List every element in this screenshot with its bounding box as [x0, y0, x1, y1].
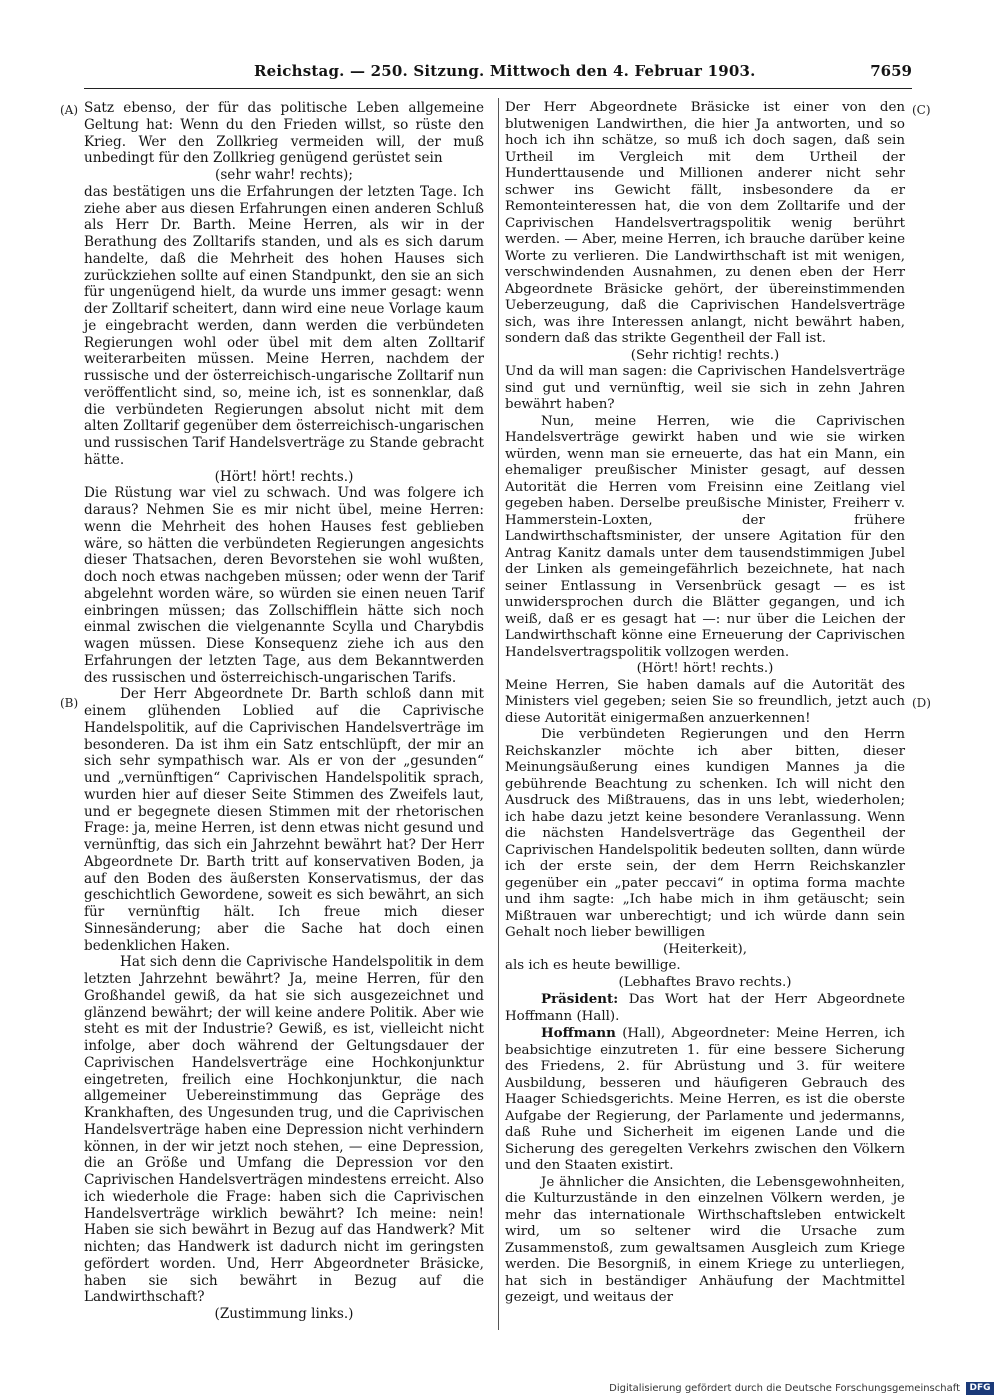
paragraph: Der Herr Abgeordnete Bräsicke ist einer von den blutwenigen Landwirthen, die hier Ja antworten, und so hoch ich ihn schätze, so muß ich doch sagen, daß sein Urtheil im Vergleich mit dem Urtheil der Hunderttausende und Millionen anderer nicht sehr schwer ins Gewicht fällt, insbesondere da er Remonteinteressen hat, die von dem Zolltarife und der Caprivischen Handelsvertragspolitik wenig berührt werden. — Aber, meine Herren, ich brauche darüber keine Worte zu verlieren. Die Landwirthschaft ist mit wenigen, verschwindenden Ausnahmen, zu denen eben der Herr Abgeordnete Bräsicke gehört, der übereinstimmenden Ueberzeugung, daß die Caprivischen Handelsverträge sich, was ihre Interessen anlangt, nicht bewährt haben, sondern daß das strikte Gegentheil der Fall ist. — [505, 100, 906, 346]
dfg-logo: DFG — [966, 1382, 994, 1395]
paragraph: als ich es heute bewillige. — [505, 958, 681, 973]
stage-direction: (Hört! hört! rechts.) — [636, 661, 774, 676]
paragraph — [505, 991, 905, 1025]
paragraph: Je ähnlicher die Ansichten, die Lebensgewohnheiten, die Kulturzustände in den einzelnen Völkern werden, je mehr das internationale Wirthschaftsleben entwickelt wird, um so seltener wird die Ursache zum Zusammenstoß, zum gewaltsamen Ausgleich zum Kriege werden. Die Besorgniß, in einem Kriege zu unterliegen, hat sich in beständiger Anhäufung der Machtmittel gezeigt, und weitaus der — [505, 1174, 905, 1305]
stage-direction: (Zustimmung links.) — [214, 1306, 354, 1322]
stage-direction: (Sehr richtig! rechts.) — [630, 347, 780, 363]
right-column — [505, 100, 905, 1307]
speaker-name: Hoffmann — [541, 1025, 616, 1041]
paragraph: Meine Herren, Sie haben damals auf die Autorität des Ministers viel gegeben; seien Sie so freundlich, jetzt auch diese Autorität einigermaßen anzuerkennen! — [505, 677, 905, 726]
header-rule — [84, 88, 912, 89]
stage-direction: (Hört! hört! rechts.) — [214, 468, 354, 485]
page-header — [84, 62, 912, 84]
margin-mark-a: (A) — [60, 103, 79, 117]
paragraph: das bestätigen uns die Erfahrungen der letzten Tage. Ich ziehe aber aus diesen Erfahrungen einen anderen Schluß als Herr Dr. Barth. Meine Herren, als wir in der Berathung des Zolltarifs standen, und als es sich darum handelte, daß die Mehrheit des hohen Hauses sich zurückziehen sollte auf einen Standpunkt, den sie an sich für ungenügend hielt, da wurde uns immer gesagt: wenn der Zolltarif scheitert, dann wird eine neue Vorlage kaum je eingebracht werden, dann werden die verbündeten Regierungen wohl oder übel mit dem alten Zolltarif weiterarbeiten müssen. Meine Herren, nachdem der russische und der österreichisch-ungarische Zolltarif nun veröffentlicht sind, so, meine ich, ist es sonnenklar, daß die verbündeten Regierungen absolut nicht mit dem alten Zolltarif gegenüber dem österreichisch-ungarischen und russischen Tarif Handelsverträge zu Stande gebracht hätte. — [84, 183, 484, 468]
paragraph: Satz ebenso, der für das politische Leben allgemeine Geltung hat: Wenn du den Frieden willst, so rüste den Krieg. Wer den Zollkrieg vermeiden will, der muß unbedingt für den Zollkrieg genügend gerüstet sein — [84, 100, 484, 167]
footer-credit: Digitalisierung gefördert durch die Deutsche Forschungsgemeinschaft — [609, 1383, 960, 1394]
speech-text: Das Wort hat der Herr Abgeordnete Hoffmann (Hall). — [505, 992, 905, 1024]
left-column — [84, 100, 484, 1323]
paragraph: Der Herr Abgeordnete Dr. Barth schloß dann mit einem glühenden Loblied auf die Caprivische Handelspolitik, auf die Caprivischen Handelsverträge im besonderen. Da ist ihm ein Satz entschlüpft, der mir an sich sehr sympathisch war. Als er von der „gesunden“ und „vernünftigen“ Caprivischen Handelspolitik sprach, wurden hier auf dieser Seite Stimmen des Zweifels laut, und er begegnete diesen Stimmen mit der rhetorischen Frage: ja, meine Herren, ist denn etwas nicht gesund und vernünftig, das sich ein Jahrzehnt bewährt hat? Der Herr Abgeordnete Dr. Barth tritt auf konservativen Boden, ja auf den Boden des äußersten Konservatismus, der das geschichtlich Gewordene, soweit es sich bewährt, an sich für vernünftig hält. Ich freue mich dieser Sinnesänderung; aber die Sache hat doch einen bedenklichen Haken. — [84, 686, 484, 954]
paragraph: Die verbündeten Regierungen und den Herrn Reichskanzler möchte ich aber bitten, dieser Meinungsäußerung eines kundigen Mannes ja die gebührende Beachtung zu schenken. Ich will nicht den Ausdruck des Mißtrauens, das in uns lebt, wiederholen; ich habe dazu jetzt keine besondere Veranlassung. Wenn die nächsten Handelsverträge das Gegentheil der Caprivischen Handelspolitik bedeuten sollten, dann würde ich der erste sein, der dem Herrn Reichskanzler gegenüber ein „pater peccavi“ in optima forma machte und ihm sagte: „Ich habe mich in ihm getäuscht; sein Mißtrauen war unberechtigt; und ich würde dann sein Gehalt noch lieber bewilligen — [505, 727, 905, 940]
margin-mark-c: (C) — [912, 103, 931, 117]
paragraph: Hat sich denn die Caprivische Handelspolitik in dem letzten Jahrzehnt bewährt? Ja, meine Herren, für den Großhandel gewiß, da hat sie sich ausgezeichnet und glänzend bewährt; der will keine andere Politik. Aber wie steht es mit der Industrie? Gewiß, es ist, vielleicht nicht infolge, aber doch während der Geltungsdauer der Caprivischen Handelsverträge eine Hochkonjunktur eingetreten, freilich eine Hochkonjunktur, die nach allgemeiner Uebereinstimmung das Gepräge des Krankhaften, des Ungesunden trug, und die Caprivischen Handelsverträge haben eine Depression nicht verhindern können, in der wir jetzt noch stehen, — eine Depression, die an Größe und Umfang die Depression vor den Caprivischen Handelsverträgen mindestens erreicht. Also ich wiederhole die Frage: haben sich die Caprivischen Handelsverträge wirklich bewährt? Ich meine: nein! Haben sie sich bewährt in Bezug auf das Handwerk? Mit nichten; das Handwerk ist dadurch nicht im geringsten gefördert worden. Und, Herr Abgeordneter Bräsicke, haben sie sich bewährt in Bezug auf die Landwirthschaft? — [84, 954, 484, 1306]
stage-direction: (Heiterkeit), — [663, 941, 747, 957]
speaker-name: Präsident: — [541, 991, 619, 1007]
page-number: 7659 — [870, 62, 912, 80]
paragraph: Und da will man sagen: die Caprivischen Handelsverträge sind gut und vernünftig, weil sie sich in zehn Jahren bewährt haben? — [505, 364, 905, 412]
paragraph: Die Rüstung war viel zu schwach. Und was folgere ich daraus? Nehmen Sie es mir nicht übel, meine Herren: wenn die Mehrheit des hohen Hauses fest geblieben wäre, so hätten die verbündeten Regierungen angesichts dieser Thatsachen, deren Bevorstehen sie wohl wußten, doch noch etwas nachgeben müssen; oder wenn der Tarif abgelehnt worden wäre, so würden sie einen neuen Tarif einbringen müssen; das Zollschifflein hätte sich noch einmal zwischen die vielgenannte Scylla und Charybdis wagen müssen. Diese Konsequenz ziehe ich aus den Erfahrungen der letzten Tage, aus dem Bekanntwerden des russischen und österreichisch-ungarischen Tarifs. — [84, 485, 484, 686]
margin-mark-d: (D) — [912, 696, 931, 710]
footer — [610, 1380, 1000, 1397]
header-title: Reichstag. — 250. Sitzung. Mittwoch den 4. Februar 1903. — [254, 62, 756, 80]
speech-text: (Hall), Abgeordneter: Meine Herren, ich beabsichtige einzutreten 1. für eine bessere Sicherung des Friedens, 2. für Abrüstung und 3. für weitere Ausbildung, besseren und häufigeren Gebrauch des Haager Schiedsgerichts. Meine Herren, es ist die oberste Aufgabe der Regierung, der Parlamente und jedermanns, daß Ruhe und Sicherheit im eigenen Lande und die Sicherung des geregelten Verkehrs zwischen den Völkern und den Staaten existirt. — [505, 1026, 905, 1173]
stage-direction: (Lebhaftes Bravo rechts.) — [618, 974, 792, 990]
margin-mark-b: (B) — [60, 696, 79, 710]
column-divider — [498, 98, 499, 1330]
paragraph — [505, 1025, 905, 1175]
stage-direction: (sehr wahr! rechts); — [215, 167, 353, 183]
paragraph: Nun, meine Herren, wie die Caprivischen Handelsverträge gewirkt haben und wie sie wirken würden, wenn man sie erneuerte, das hat ein Mann, ein ehemaliger preußischer Minister gesagt, auf dessen Autorität die Herren vom Freisinn eine Zeitlang viel gegeben haben. Derselbe preußische Minister, Freiherr v. Hammerstein-Loxten, der frühere Landwirthschaftsminister, der unsere Agitation für den Antrag Kanitz damals unter dem tausendstimmigen Jubel der Linken als gemeingefährlich bezeichnete, hat nach seiner Entlassung in Versenbrück gesagt — es ist unwidersprochen durch die Blätter gegangen, und ich weiß, daß er es gesagt hat —: nur über die Leichen der Landwirthschaft könne eine Erneuerung der Caprivischen Handelsvertragspolitik vollzogen werden. — [505, 413, 905, 660]
